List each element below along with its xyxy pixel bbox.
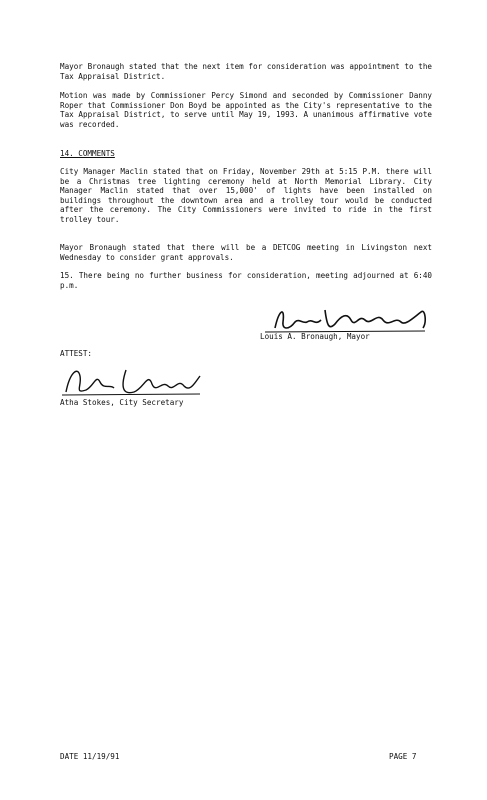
footer-page-number: PAGE 7 — [389, 752, 417, 761]
paragraph-text: Motion was made by Commissioner Percy Simond and seconded by Commissioner Danny Roper that Commissioner Don Boyd be appointed as the City's representative to the Tax Appraisal District, to serve until May 19, 1993. A unanimous affirmative vote was recorded. — [60, 91, 432, 129]
paragraph-text: 15. There being no further business for consideration, meeting adjourned at 6:40 p.m. — [60, 271, 432, 290]
paragraph-city-manager-comments — [60, 167, 432, 225]
secretary-signature — [60, 362, 210, 402]
paragraph-text: Mayor Bronaugh stated that there will be a DETCOG meeting in Livingston next Wednesday to consider grant approvals. — [60, 243, 432, 262]
paragraph-text: Mayor Bronaugh stated that the next item for consideration was appointment to the Tax Appraisal District. — [60, 62, 432, 81]
secretary-name-line: Atha Stokes, City Secretary — [60, 398, 184, 407]
paragraph-text: City Manager Maclin stated that on Friday, November 29th at 5:15 P.M. there will be a Christmas tree lighting ceremony held at North Memorial Library. City Manager Maclin stated that over 15,000' of lights have been installed on buildings throughout the downtown area and a trolley tour would be conducted after the ceremony. The City Commissioners were invited to ride in the first trolley tour. — [60, 167, 432, 224]
paragraph-detcog-meeting — [60, 243, 432, 262]
footer-date: DATE 11/19/91 — [60, 752, 120, 761]
paragraph-motion — [60, 91, 432, 129]
mayor-name-line: Louis A. Bronaugh, Mayor — [260, 332, 370, 341]
paragraph-tax-appraisal-item — [60, 62, 432, 81]
paragraph-adjournment — [60, 271, 432, 290]
attest-label: ATTEST: — [60, 349, 93, 358]
section-heading-comments: 14. COMMENTS — [60, 149, 115, 158]
